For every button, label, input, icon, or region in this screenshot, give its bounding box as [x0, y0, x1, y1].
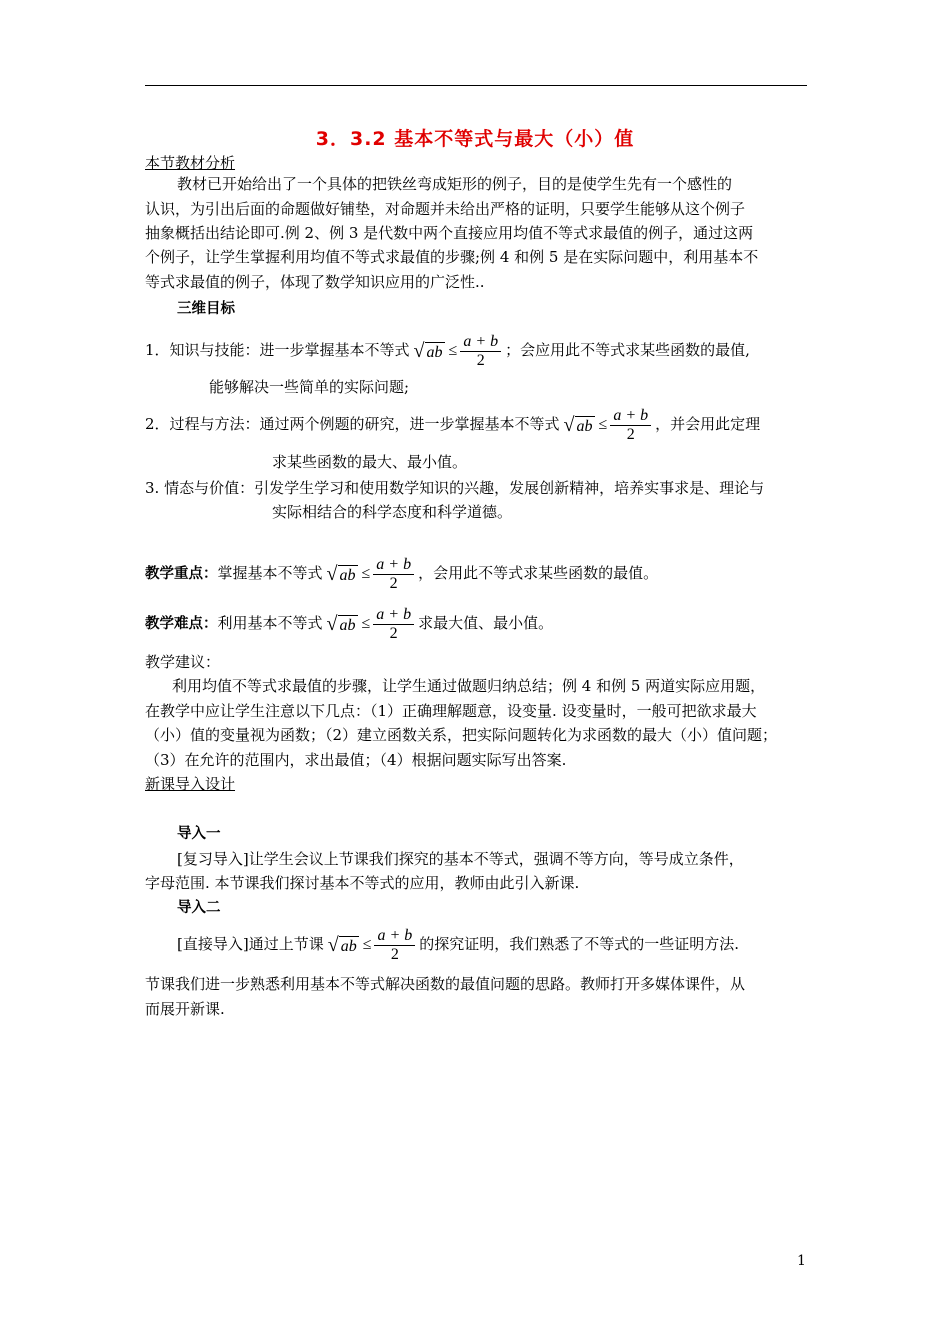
suggestion-heading: 教学建议：	[145, 653, 221, 671]
analysis-line: 个例子，让学生掌握利用均值不等式求最值的步骤;例 4 和例 5 是在实际问题中，利用基本不	[145, 248, 759, 266]
difficulty-label: 教学难点：	[145, 616, 218, 632]
key-point-text: 掌握基本不等式	[217, 564, 323, 582]
inequality-formula: √ ab ≤ $\frac{a + b}{2}$	[328, 925, 416, 965]
difficulty-text: 利用基本不等式	[217, 614, 323, 632]
page-title: 3．3.2 基本不等式与最大（小）值	[315, 128, 635, 150]
goal-1-cont: 能够解决一些简单的实际问题;	[209, 378, 410, 396]
fraction-a-plus-b-over-2: $\frac{a + b}{2}$	[610, 407, 651, 444]
sqrt-ab: √ ab	[327, 933, 357, 956]
intro-2-text: [直接导入]通过上节课	[177, 935, 324, 953]
key-point-label: 教学重点：	[145, 566, 218, 582]
difficulty	[145, 603, 553, 643]
fraction-a-plus-b-over-2: $\frac{a + b}{2}$	[373, 606, 414, 643]
goal-3-cont: 实际相结合的科学态度和科学道德。	[272, 503, 513, 521]
fraction-a-plus-b-over-2: $\frac{a + b}{2}$	[460, 333, 501, 370]
goal-1-text: 1．知识与技能：进一步掌握基本不等式	[145, 341, 410, 359]
intro-2-heading: 导入二	[177, 900, 221, 916]
goal-1-text-end: ；会应用此不等式求某些函数的最值,	[505, 341, 750, 359]
intro-2-line: 节课我们进一步熟悉利用基本不等式解决函数的最值问题的思路。教师打开多媒体课件，从	[145, 975, 746, 993]
goal-2-text-end: ，并会用此定理	[655, 415, 761, 433]
analysis-heading: 本节教材分析	[145, 154, 236, 172]
sqrt-ab: √ ab	[326, 612, 356, 635]
analysis-line: 抽象概括出结论即可.例 2、例 3 是代数中两个直接应用均值不等式求最值的例子，通过这两	[145, 224, 754, 242]
inequality-formula: √ ab ≤ $\frac{a + b}{2}$	[327, 554, 415, 594]
key-point-text-end: ，会用此不等式求某些函数的最值。	[418, 564, 659, 582]
suggestion-line: （3）在允许的范围内，求出最值；（4）根据问题实际写出答案.	[145, 751, 567, 769]
sqrt-ab: √ ab	[563, 413, 593, 436]
header-rule	[145, 85, 807, 86]
fraction-a-plus-b-over-2: $\frac{a + b}{2}$	[373, 556, 414, 593]
goal-2-cont: 求某些函数的最大、最小值。	[272, 453, 468, 471]
goal-2-text: 2．过程与方法：通过两个例题的研究，进一步掌握基本不等式	[145, 415, 560, 433]
intro-2-first	[177, 924, 739, 964]
difficulty-text-end: 求最大值、最小值。	[418, 614, 554, 632]
goals-heading: 三维目标	[177, 301, 235, 317]
fraction-a-plus-b-over-2: $\frac{a + b}{2}$	[374, 927, 415, 964]
analysis-line: 等式求最值的例子，体现了数学知识应用的广泛性..	[145, 273, 485, 291]
intro-1-line: [复习导入]让学生会议上节课我们探究的基本不等式，强调不等方向，等号成立条件，	[177, 850, 744, 868]
intro-1-line: 字母范围. 本节课我们探讨基本不等式的应用，教师由此引入新课.	[145, 874, 580, 892]
goal-1	[145, 330, 750, 370]
suggestion-line: 利用均值不等式求最值的步骤，让学生通过做题归纳总结；例 4 和例 5 两道实际应用题，	[172, 677, 766, 695]
intro-2-text-end: 的探究证明，我们熟悉了不等式的一些证明方法.	[419, 935, 740, 953]
suggestion-line: 在教学中应让学生注意以下几点：（1）正确理解题意，设变量. 设变量时，一般可把欲求最大	[145, 702, 757, 720]
key-point	[145, 553, 658, 593]
analysis-line: 教材已开始给出了一个具体的把铁丝弯成矩形的例子，目的是使学生先有一个感性的	[177, 175, 733, 193]
intro-2-line: 而展开新课.	[145, 1000, 225, 1018]
analysis-line: 认识，为引出后面的命题做好铺垫，对命题并未给出严格的证明，只要学生能够从这个例子	[145, 200, 746, 218]
inequality-formula: √ ab ≤ $\frac{a + b}{2}$	[564, 405, 652, 445]
inequality-formula: √ ab ≤ $\frac{a + b}{2}$	[414, 331, 502, 371]
sqrt-ab: √ ab	[413, 339, 443, 362]
sqrt-ab: √ ab	[326, 562, 356, 585]
suggestion-line: （小）值的变量视为函数；（2）建立函数关系，把实际问题转化为求函数的最大（小）值问题；	[145, 726, 778, 744]
intro-1-heading: 导入一	[177, 826, 221, 842]
intro-design-heading: 新课导入设计	[145, 775, 236, 793]
inequality-formula: √ ab ≤ $\frac{a + b}{2}$	[327, 604, 415, 644]
goal-2	[145, 404, 760, 444]
goal-3: 3. 情态与价值：引发学生学习和使用数学知识的兴趣，发展创新精神，培养实事求是、理论与	[145, 479, 765, 497]
page-number: 1	[797, 1253, 806, 1269]
